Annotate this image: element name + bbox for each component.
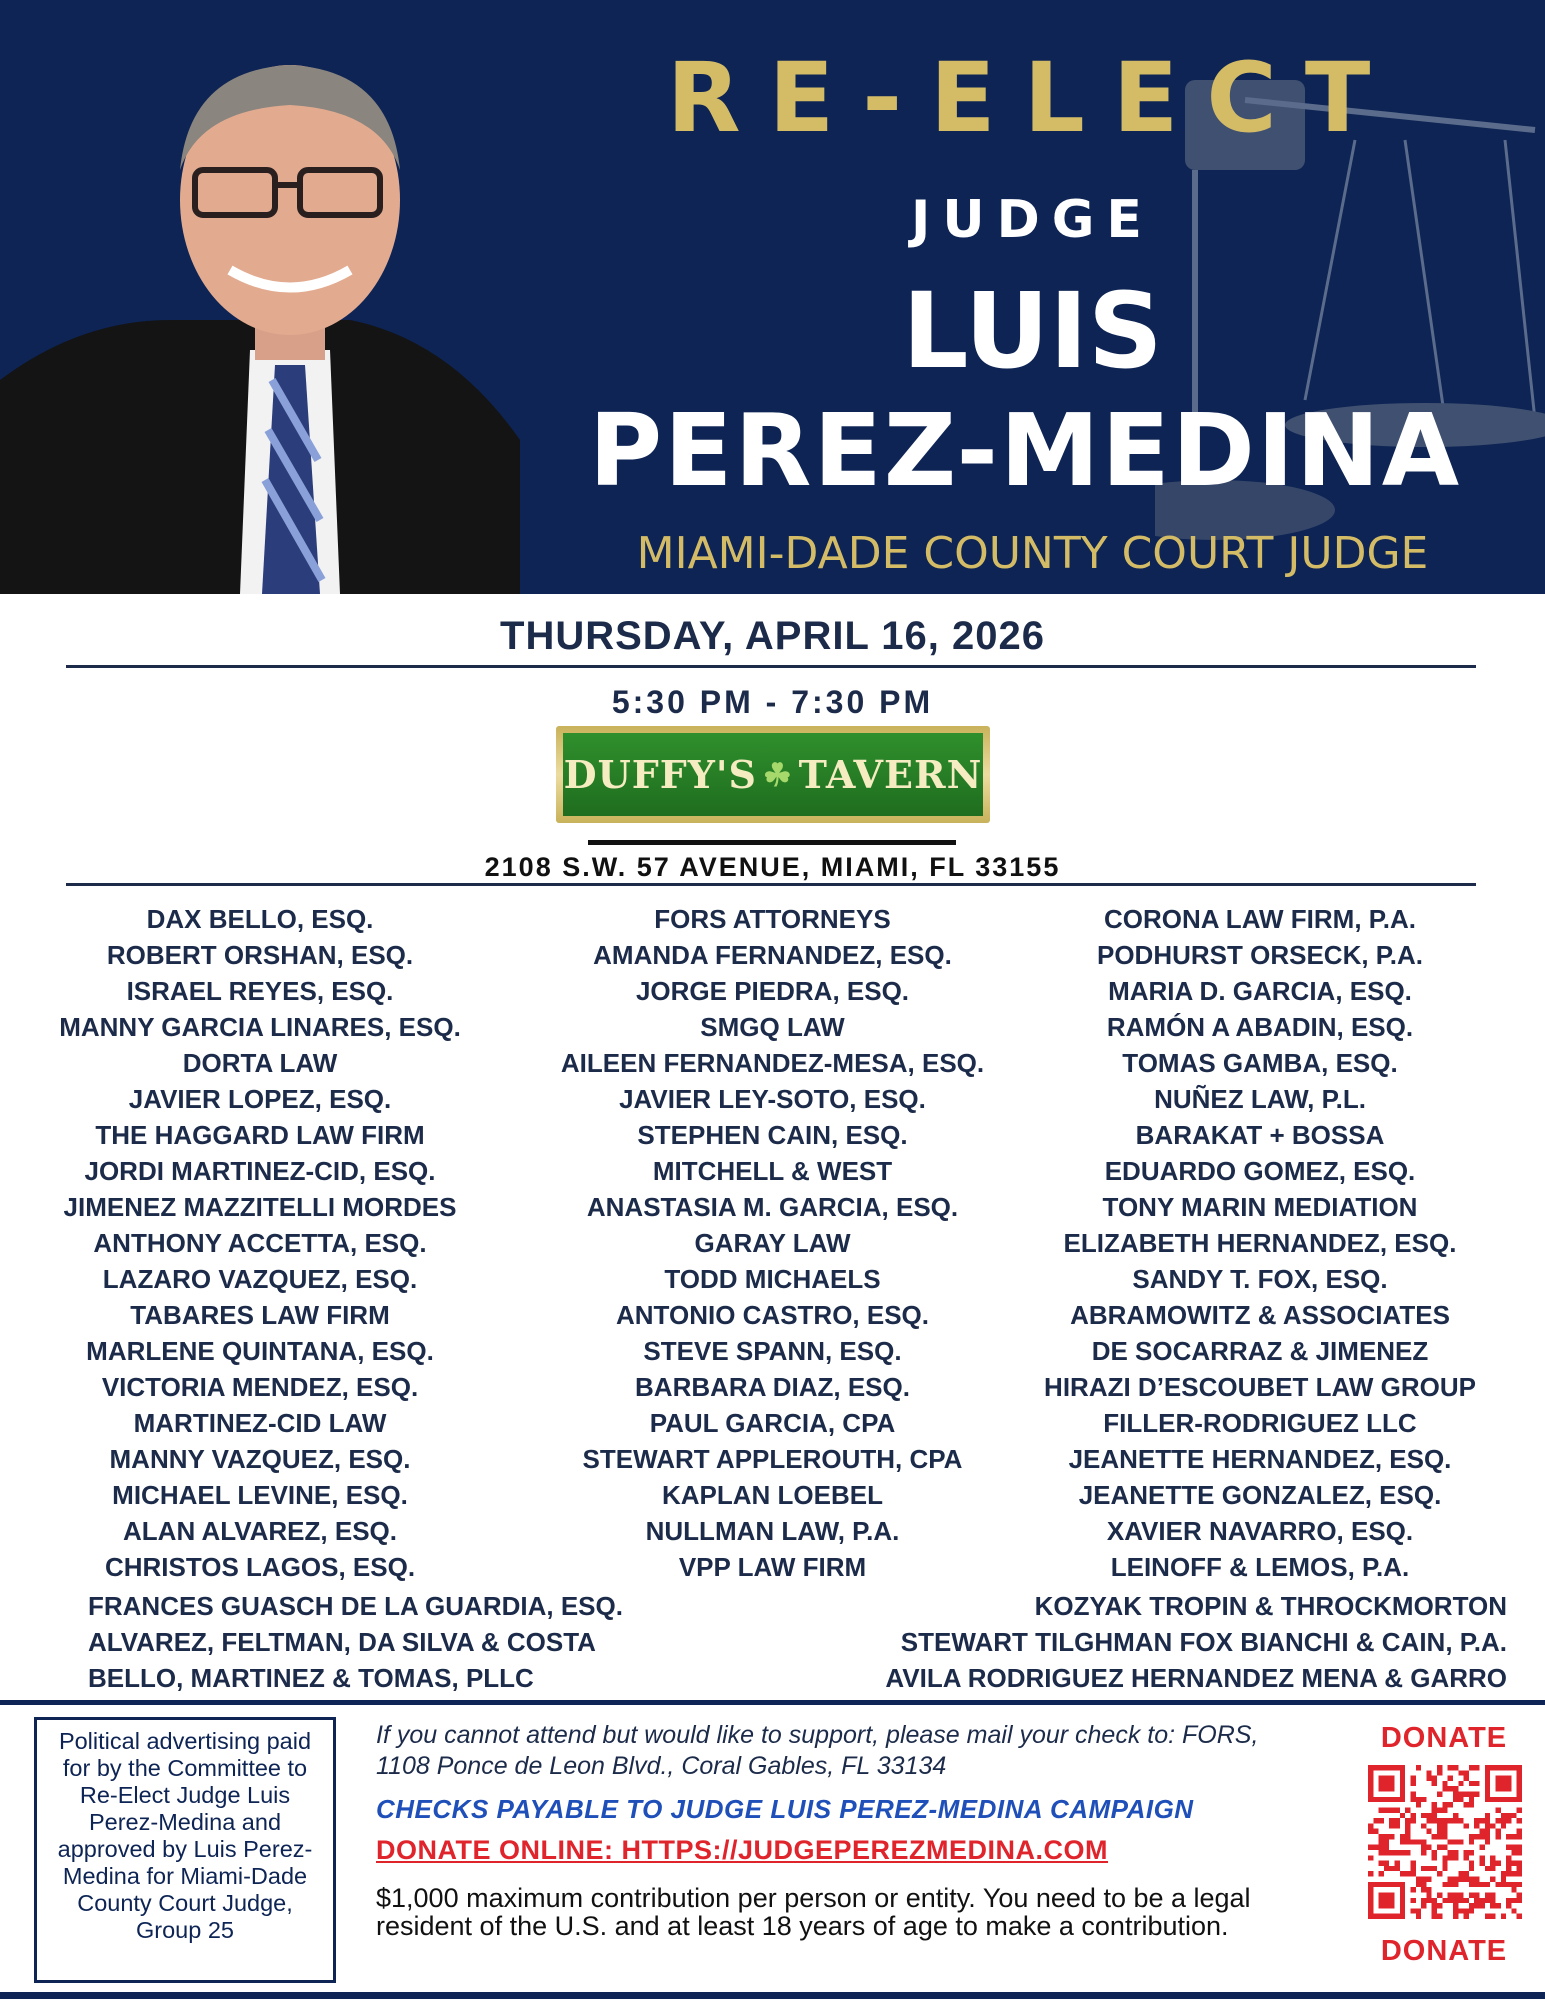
reelect-heading: RE-ELECT [666,42,1399,154]
host-name: LAZARO VAZQUEZ, ESQ. [102,1264,418,1294]
donate-label-bottom[interactable]: DONATE [1380,1935,1508,1967]
host-name: LEINOFF & LEMOS, P.A. [1110,1552,1410,1582]
host-name: GARAY LAW [694,1228,851,1258]
host-name: BARBARA DIAZ, ESQ. [635,1372,910,1402]
host-name: TONY MARIN MEDIATION [1102,1192,1418,1222]
host-name: STEPHEN CAIN, ESQ. [637,1120,908,1150]
divider [66,883,1476,886]
host-name: ANTHONY ACCETTA, ESQ. [93,1228,427,1258]
host-name: JORGE PIEDRA, ESQ. [635,976,910,1006]
candidate-last-name: PEREZ-MEDINA [588,392,1462,509]
host-name: THE HAGGARD LAW FIRM [95,1120,425,1150]
host-name: ROBERT ORSHAN, ESQ. [106,940,414,970]
host-name: TODD MICHAELS [664,1264,881,1294]
host-column-3 [1020,901,1500,1585]
host-name: DORTA LAW [182,1048,338,1078]
host-name: EDUARDO GOMEZ, ESQ. [1104,1156,1416,1186]
host-name: PAUL GARCIA, CPA [649,1408,896,1438]
venue-logo [556,726,990,823]
host-name: RAMÓN A ABADIN, ESQ. [1106,1012,1414,1042]
host-name: ALVAREZ, FELTMAN, DA SILVA & COSTA [88,1627,596,1657]
host-name: JEANETTE GONZALEZ, ESQ. [1078,1480,1442,1510]
host-name: HIRAZI D’ESCOUBET LAW GROUP [1044,1372,1476,1402]
mail-instructions: If you cannot attend but would like to support, please mail your check to: FORS, 1108 Ponce de Leon Blvd., Coral Gables, FL 33134 [376,1721,1259,1780]
host-name: ISRAEL REYES, ESQ. [126,976,394,1006]
qr-code-icon[interactable] [1368,1765,1522,1919]
venue-logo-right: TAVERN [798,752,983,797]
contribution-limit: $1,000 maximum contribution per person or entity. You need to be a legal resident of the U.S. and at least 18 years of age to make a contribution. [376,1883,1251,1941]
host-name: DAX BELLO, ESQ. [146,904,374,934]
host-name: ELIZABETH HERNANDEZ, ESQ. [1063,1228,1457,1258]
host-name: ANASTASIA M. GARCIA, ESQ. [586,1192,959,1222]
header-banner [0,0,1545,594]
host-name: MARTINEZ-CID LAW [133,1408,387,1438]
host-name: AILEEN FERNANDEZ-MESA, ESQ. [560,1048,985,1078]
host-name: TABARES LAW FIRM [130,1300,390,1330]
host-name: STEWART TILGHMAN FOX BIANCHI & CAIN, P.A. [900,1627,1507,1657]
host-name: JAVIER LEY-SOTO, ESQ. [619,1084,926,1114]
host-name: TOMAS GAMBA, ESQ. [1122,1048,1398,1078]
donate-label-top[interactable]: DONATE [1380,1722,1508,1754]
divider [0,1700,1545,1705]
event-date: THURSDAY, APRIL 16, 2026 [500,614,1045,658]
donate-online-link[interactable]: DONATE ONLINE: HTTPS://JUDGEPEREZMEDINA.COM [376,1835,1109,1865]
host-name: ALAN ALVAREZ, ESQ. [123,1516,397,1546]
host-name: STEWART APPLEROUTH, CPA [582,1444,963,1474]
host-name: BARAKAT + BOSSA [1135,1120,1385,1150]
host-name: ANTONIO CASTRO, ESQ. [616,1300,929,1330]
candidate-first-name: LUIS [902,270,1163,392]
host-name: VICTORIA MENDEZ, ESQ. [101,1372,419,1402]
host-name: SMGQ LAW [700,1012,845,1042]
venue-logo-left: DUFFY'S [563,752,757,797]
office-subtitle: MIAMI-DADE COUNTY COURT JUDGE [636,528,1429,579]
host-name: AVILA RODRIGUEZ HERNANDEZ MENA & GARRO [885,1663,1507,1693]
host-name: NULLMAN LAW, P.A. [645,1516,900,1546]
host-name: MANNY VAZQUEZ, ESQ. [109,1444,411,1474]
event-time: 5:30 PM - 7:30 PM [611,684,934,720]
host-name: CORONA LAW FIRM, P.A. [1104,904,1416,934]
host-name: SANDY T. FOX, ESQ. [1132,1264,1388,1294]
divider [66,665,1476,668]
host-name: BELLO, MARTINEZ & TOMAS, PLLC [88,1663,534,1693]
host-column-1 [20,901,500,1585]
host-name: XAVIER NAVARRO, ESQ. [1106,1516,1414,1546]
host-name: KOZYAK TROPIN & THROCKMORTON [1034,1591,1507,1621]
host-name: FORS ATTORNEYS [654,904,891,934]
host-name: AMANDA FERNANDEZ, ESQ. [593,940,952,970]
political-disclaimer: Political advertising paid for by the Committee to Re-Elect Judge Luis Perez-Medina and approved by Luis Perez-Medina for Miami-Dade County Court Judge, Group 25 [34,1717,336,1983]
host-name: CHRISTOS LAGOS, ESQ. [104,1552,416,1582]
divider [588,840,956,845]
host-name: STEVE SPANN, ESQ. [643,1336,902,1366]
host-column-2 [520,901,1025,1585]
shamrock-icon: ☘ [762,755,793,794]
host-extra-right [885,1588,1507,1696]
judge-title: JUDGE [911,190,1154,250]
host-name: PODHURST ORSECK, P.A. [1096,940,1423,970]
host-name: DE SOCARRAZ & JIMENEZ [1091,1336,1429,1366]
host-name: FRANCES GUASCH DE LA GUARDIA, ESQ. [88,1591,623,1621]
host-name: FILLER-RODRIGUEZ LLC [1103,1408,1417,1438]
host-name: MANNY GARCIA LINARES, ESQ. [59,1012,461,1042]
host-name: JORDI MARTINEZ-CID, ESQ. [84,1156,436,1186]
host-name: JIMENEZ MAZZITELLI MORDES [63,1192,457,1222]
host-name: MARIA D. GARCIA, ESQ. [1108,976,1412,1006]
host-name: MITCHELL & WEST [652,1156,893,1186]
venue-address: 2108 S.W. 57 AVENUE, MIAMI, FL 33155 [484,852,1061,882]
host-name: MICHAEL LEVINE, ESQ. [112,1480,408,1510]
host-name: KAPLAN LOEBEL [662,1480,883,1510]
divider [0,1992,1545,1999]
host-name: NUÑEZ LAW, P.L. [1154,1084,1366,1114]
host-name: MARLENE QUINTANA, ESQ. [86,1336,434,1366]
checks-payable: CHECKS PAYABLE TO JUDGE LUIS PEREZ-MEDINA CAMPAIGN [376,1794,1194,1824]
host-name: VPP LAW FIRM [678,1552,867,1582]
judge-portrait [0,20,520,594]
host-extra-left [88,1588,623,1696]
host-name: ABRAMOWITZ & ASSOCIATES [1070,1300,1450,1330]
host-name: JEANETTE HERNANDEZ, ESQ. [1068,1444,1452,1474]
host-name: JAVIER LOPEZ, ESQ. [128,1084,392,1114]
